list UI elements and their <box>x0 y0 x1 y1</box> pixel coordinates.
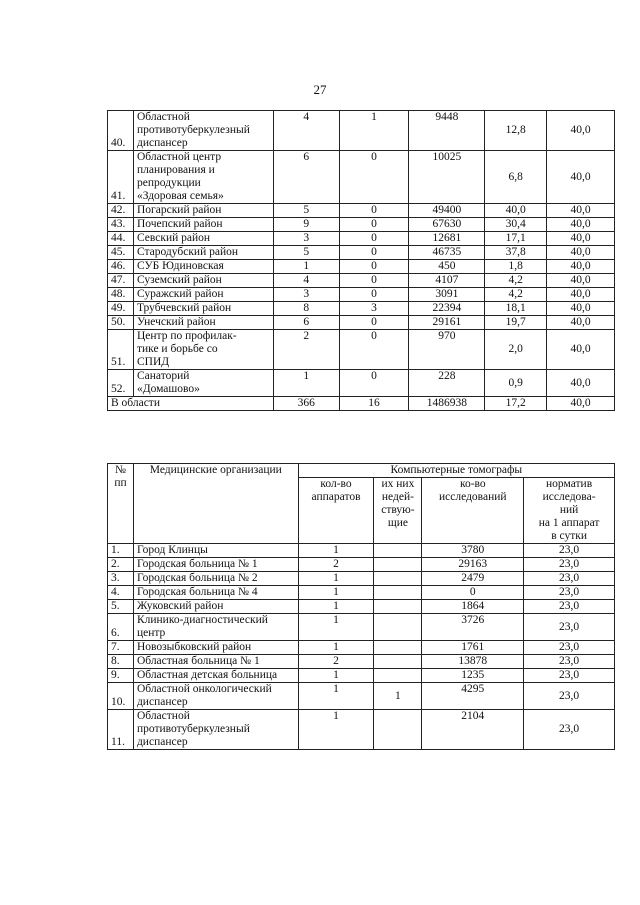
norm-value: 40,0 <box>547 274 615 288</box>
table-row <box>108 111 615 151</box>
inactive-count: 0 <box>339 218 409 232</box>
norm-value: 23,0 <box>524 683 615 710</box>
row-number: 50. <box>108 316 134 330</box>
row-number: 44. <box>108 232 134 246</box>
total-device-count: 366 <box>273 397 339 411</box>
norm-value: 40,0 <box>547 260 615 274</box>
header-no <box>108 464 134 544</box>
inactive-count: 0 <box>339 288 409 302</box>
row-number: 1. <box>108 544 134 558</box>
per-device-value: 4,2 <box>485 274 547 288</box>
norm-value: 23,0 <box>524 572 615 586</box>
table-row <box>108 302 615 316</box>
table-row <box>108 232 615 246</box>
device-count: 5 <box>273 246 339 260</box>
norm-value: 40,0 <box>547 288 615 302</box>
total-per-device-value: 17,2 <box>485 397 547 411</box>
device-count: 9 <box>273 218 339 232</box>
device-count: 1 <box>298 586 374 600</box>
norm-value: 23,0 <box>524 710 615 750</box>
inactive-count <box>374 710 422 750</box>
inactive-count: 0 <box>339 316 409 330</box>
org-name-line: Город Клинцы <box>136 544 208 556</box>
study-count: 12681 <box>409 232 485 246</box>
row-number: 48. <box>108 288 134 302</box>
org-name <box>133 218 273 232</box>
norm-value: 40,0 <box>547 330 615 370</box>
device-count: 1 <box>298 683 374 710</box>
device-count: 1 <box>298 544 374 558</box>
table-row <box>108 260 615 274</box>
org-name <box>133 370 273 397</box>
org-name <box>133 232 273 246</box>
org-name-line: Санаторий <box>136 370 190 382</box>
org-name-line: «Домашово» <box>136 383 200 395</box>
inactive-count: 0 <box>339 260 409 274</box>
header-col1-line: кол-во <box>320 478 352 490</box>
device-count: 5 <box>273 204 339 218</box>
study-count: 9448 <box>409 111 485 151</box>
org-name <box>133 204 273 218</box>
total-norm-value: 40,0 <box>547 397 615 411</box>
header-group: Компьютерные томографы <box>298 464 614 478</box>
org-name-line: Унечский район <box>136 316 216 328</box>
org-name-line: тике и борьбе со <box>136 343 218 355</box>
table-row <box>108 614 615 641</box>
inactive-count <box>374 600 422 614</box>
row-number: 8. <box>108 655 134 669</box>
table-row <box>108 316 615 330</box>
inactive-count: 0 <box>339 151 409 204</box>
device-count: 3 <box>273 232 339 246</box>
org-name-line: СУБ Юдиновская <box>136 260 224 272</box>
norm-value: 40,0 <box>547 111 615 151</box>
device-count: 2 <box>273 330 339 370</box>
inactive-count: 1 <box>339 111 409 151</box>
table-row <box>108 641 615 655</box>
per-device-value: 4,2 <box>485 288 547 302</box>
total-inactive-count: 16 <box>339 397 409 411</box>
study-count: 22394 <box>409 302 485 316</box>
org-name <box>133 669 298 683</box>
per-device-value: 30,4 <box>485 218 547 232</box>
norm-value: 23,0 <box>524 614 615 641</box>
org-name-line: Почепский район <box>136 218 223 230</box>
table-row <box>108 370 615 397</box>
per-device-value: 2,0 <box>485 330 547 370</box>
device-count: 4 <box>273 274 339 288</box>
table-2 <box>107 463 615 750</box>
table-1-body <box>108 111 615 411</box>
study-count: 2479 <box>422 572 524 586</box>
org-name-line: Областной <box>136 111 190 123</box>
org-name-line: Клинико-диагностический <box>136 614 268 626</box>
org-name-line: диспансер <box>136 696 188 708</box>
per-device-value: 1,8 <box>485 260 547 274</box>
org-name-line: диспансер <box>136 736 188 748</box>
norm-value: 40,0 <box>547 246 615 260</box>
header-col3-line: исследований <box>439 491 507 503</box>
header-col3-line: ко-во <box>459 478 486 490</box>
header-no-line: № <box>114 464 126 476</box>
table-1 <box>107 110 615 411</box>
org-name-line: диспансер <box>136 137 188 149</box>
header-col2-line: щие <box>387 517 408 529</box>
study-count: 46735 <box>409 246 485 260</box>
org-name <box>133 151 273 204</box>
org-name-line: Областной <box>136 710 190 722</box>
header-col4-line: норматив <box>546 478 593 490</box>
inactive-count <box>374 558 422 572</box>
table-row <box>108 558 615 572</box>
org-name-line: СПИД <box>136 356 170 368</box>
org-name <box>133 302 273 316</box>
table-row <box>108 655 615 669</box>
table-row <box>108 683 615 710</box>
device-count: 1 <box>298 710 374 750</box>
per-device-value: 12,8 <box>485 111 547 151</box>
org-name <box>133 600 298 614</box>
org-name-line: центр <box>136 627 166 639</box>
norm-value: 23,0 <box>524 600 615 614</box>
per-device-value: 40,0 <box>485 204 547 218</box>
per-device-value: 18,1 <box>485 302 547 316</box>
header-col4 <box>524 478 615 544</box>
header-col4-line: исследова- <box>542 491 596 503</box>
norm-value: 40,0 <box>547 316 615 330</box>
org-name <box>133 558 298 572</box>
header-no-line: пп <box>114 477 127 489</box>
table-row <box>108 204 615 218</box>
device-count: 3 <box>273 288 339 302</box>
study-count: 4295 <box>422 683 524 710</box>
row-number: 9. <box>108 669 134 683</box>
norm-value: 23,0 <box>524 586 615 600</box>
device-count: 1 <box>298 641 374 655</box>
per-device-value: 17,1 <box>485 232 547 246</box>
org-name-line: репродукции <box>136 177 201 189</box>
row-number: 2. <box>108 558 134 572</box>
org-name-line: Областной онкологический <box>136 683 272 695</box>
header-col4-line: в сутки <box>551 530 587 542</box>
org-name-line: Жуковский район <box>136 600 224 612</box>
inactive-count: 0 <box>339 330 409 370</box>
per-device-value: 0,9 <box>485 370 547 397</box>
inactive-count: 0 <box>339 370 409 397</box>
org-name <box>133 586 298 600</box>
row-number: 51. <box>108 330 134 370</box>
study-count: 67630 <box>409 218 485 232</box>
inactive-count: 0 <box>339 246 409 260</box>
study-count: 49400 <box>409 204 485 218</box>
inactive-count: 0 <box>339 232 409 246</box>
table-row <box>108 669 615 683</box>
study-count: 228 <box>409 370 485 397</box>
table-row <box>108 274 615 288</box>
study-count: 3726 <box>422 614 524 641</box>
header-col1 <box>298 478 374 544</box>
device-count: 2 <box>298 558 374 572</box>
org-name <box>133 260 273 274</box>
inactive-count <box>374 544 422 558</box>
table-2-body <box>108 544 615 750</box>
org-name <box>133 111 273 151</box>
table-row-total <box>108 397 615 411</box>
row-number: 10. <box>108 683 134 710</box>
header-col4-line: ний <box>559 504 579 516</box>
inactive-count: 1 <box>374 683 422 710</box>
study-count: 0 <box>422 586 524 600</box>
row-number: 45. <box>108 246 134 260</box>
norm-value: 40,0 <box>547 218 615 232</box>
table-row <box>108 600 615 614</box>
org-name-line: Центр по профилак- <box>136 330 237 342</box>
row-number: 42. <box>108 204 134 218</box>
org-name-line: Областная детская больница <box>136 669 278 681</box>
inactive-count <box>374 669 422 683</box>
table-2-header <box>108 464 615 544</box>
org-name-line: Стародубский район <box>136 246 239 258</box>
row-number: 49. <box>108 302 134 316</box>
table-row <box>108 151 615 204</box>
org-name <box>133 544 298 558</box>
norm-value: 23,0 <box>524 641 615 655</box>
row-number: 6. <box>108 614 134 641</box>
device-count: 4 <box>273 111 339 151</box>
norm-value: 23,0 <box>524 655 615 669</box>
org-name-line: планирования и <box>136 164 215 176</box>
org-name <box>133 274 273 288</box>
row-number: 43. <box>108 218 134 232</box>
study-count: 450 <box>409 260 485 274</box>
org-name <box>133 288 273 302</box>
table-row <box>108 544 615 558</box>
org-name-line: Городская больница № 1 <box>136 558 258 570</box>
org-name-line: Трубчевский район <box>136 302 232 314</box>
study-count: 1761 <box>422 641 524 655</box>
org-name-line: противотуберкулезный <box>136 124 250 136</box>
row-number: 5. <box>108 600 134 614</box>
org-name <box>133 683 298 710</box>
total-study-count: 1486938 <box>409 397 485 411</box>
row-number: 52. <box>108 370 134 397</box>
table-row <box>108 218 615 232</box>
org-name-line: Новозыбковский район <box>136 641 252 653</box>
inactive-count <box>374 572 422 586</box>
study-count: 1864 <box>422 600 524 614</box>
row-number: 3. <box>108 572 134 586</box>
header-org: Медицинские организации <box>133 464 298 544</box>
inactive-count: 0 <box>339 274 409 288</box>
norm-value: 40,0 <box>547 204 615 218</box>
org-name-line: Суземский район <box>136 274 222 286</box>
row-number: 7. <box>108 641 134 655</box>
norm-value: 40,0 <box>547 151 615 204</box>
inactive-count: 3 <box>339 302 409 316</box>
device-count: 2 <box>298 655 374 669</box>
page-number: 27 <box>313 82 327 97</box>
inactive-count <box>374 641 422 655</box>
device-count: 1 <box>298 600 374 614</box>
org-name-line: Городская больница № 4 <box>136 586 258 598</box>
org-name-line: Городская больница № 2 <box>136 572 258 584</box>
study-count: 29163 <box>422 558 524 572</box>
study-count: 1235 <box>422 669 524 683</box>
org-name-line: противотуберкулезный <box>136 723 250 735</box>
org-name <box>133 614 298 641</box>
norm-value: 23,0 <box>524 669 615 683</box>
header-col2-line: недей- <box>381 491 414 503</box>
norm-value: 40,0 <box>547 370 615 397</box>
study-count: 2104 <box>422 710 524 750</box>
org-name-line: Севский район <box>136 232 211 244</box>
org-name <box>133 655 298 669</box>
device-count: 1 <box>273 370 339 397</box>
row-number: 40. <box>108 111 134 151</box>
per-device-value: 6,8 <box>485 151 547 204</box>
header-col2-line: их них <box>381 478 415 490</box>
study-count: 10025 <box>409 151 485 204</box>
org-name <box>133 246 273 260</box>
org-name <box>133 316 273 330</box>
inactive-count: 0 <box>339 204 409 218</box>
header-col1-line: аппаратов <box>311 491 361 503</box>
table-row <box>108 710 615 750</box>
org-name-line: Погарский район <box>136 204 222 216</box>
org-name <box>133 572 298 586</box>
device-count: 1 <box>298 669 374 683</box>
per-device-value: 37,8 <box>485 246 547 260</box>
org-name <box>133 710 298 750</box>
study-count: 3780 <box>422 544 524 558</box>
inactive-count <box>374 586 422 600</box>
org-name-line: Областной центр <box>136 151 222 163</box>
norm-value: 40,0 <box>547 302 615 316</box>
norm-value: 40,0 <box>547 232 615 246</box>
header-col3 <box>422 478 524 544</box>
device-count: 6 <box>273 316 339 330</box>
header-col2 <box>374 478 422 544</box>
org-name-line: «Здоровая семья» <box>136 190 224 202</box>
row-number: 47. <box>108 274 134 288</box>
norm-value: 23,0 <box>524 544 615 558</box>
device-count: 6 <box>273 151 339 204</box>
study-count: 4107 <box>409 274 485 288</box>
per-device-value: 19,7 <box>485 316 547 330</box>
header-col2-line: ствую- <box>381 504 415 516</box>
device-count: 1 <box>298 614 374 641</box>
table-row <box>108 246 615 260</box>
org-name-line: Суражский район <box>136 288 224 300</box>
inactive-count <box>374 614 422 641</box>
study-count: 970 <box>409 330 485 370</box>
org-name <box>133 330 273 370</box>
table-row <box>108 586 615 600</box>
row-number: 11. <box>108 710 134 750</box>
study-count: 13878 <box>422 655 524 669</box>
device-count: 1 <box>298 572 374 586</box>
row-number: 41. <box>108 151 134 204</box>
norm-value: 23,0 <box>524 558 615 572</box>
device-count: 1 <box>273 260 339 274</box>
org-name-line: Областная больница № 1 <box>136 655 260 667</box>
header-col4-line: на 1 аппарат <box>538 517 600 529</box>
study-count: 29161 <box>409 316 485 330</box>
study-count: 3091 <box>409 288 485 302</box>
total-label: В области <box>108 397 274 411</box>
table-row <box>108 288 615 302</box>
row-number: 46. <box>108 260 134 274</box>
org-name <box>133 641 298 655</box>
table-row <box>108 572 615 586</box>
device-count: 8 <box>273 302 339 316</box>
table-row <box>108 330 615 370</box>
inactive-count <box>374 655 422 669</box>
row-number: 4. <box>108 586 134 600</box>
